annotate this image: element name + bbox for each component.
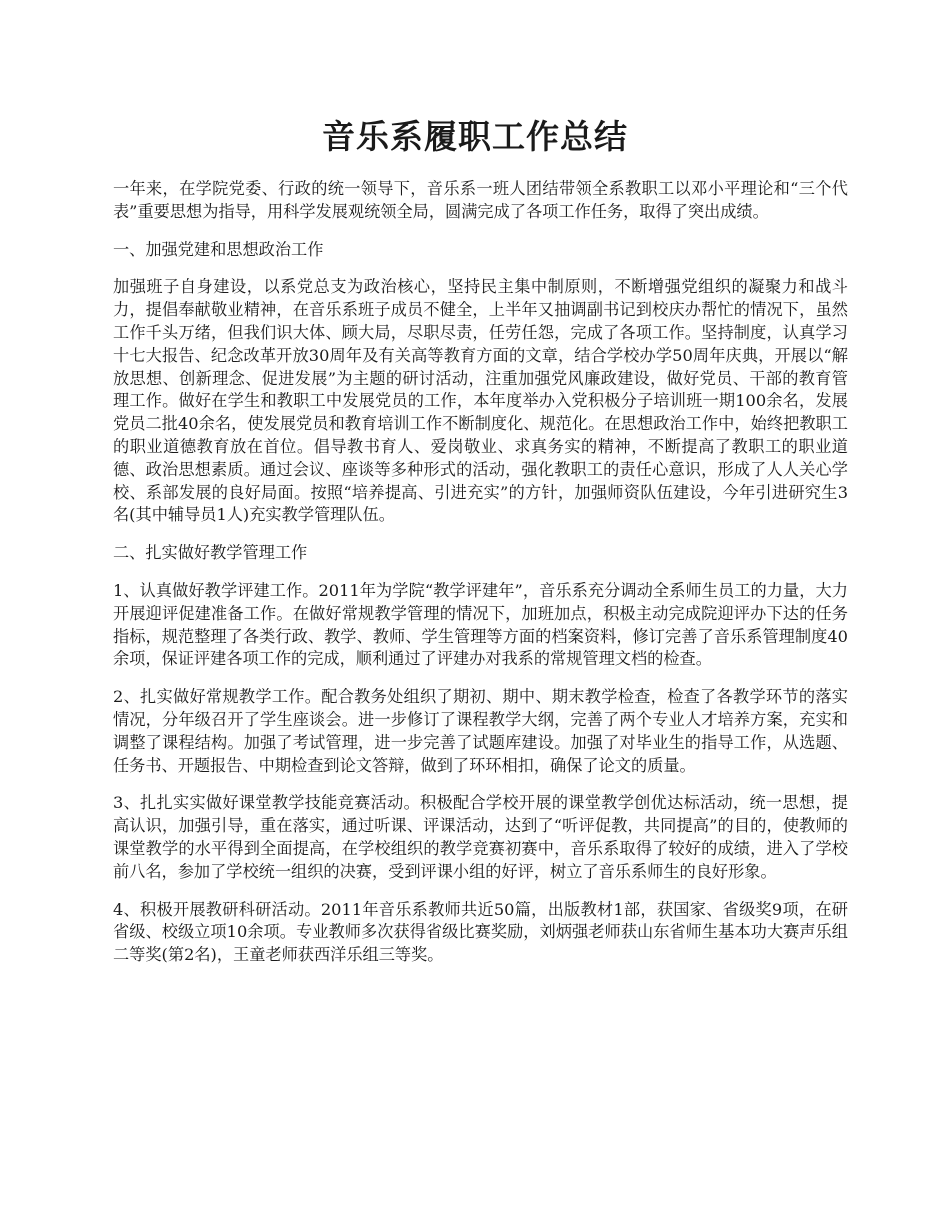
section-1-heading: 一、加强党建和思想政治工作	[113, 239, 324, 259]
intro-paragraph: 一年来，在学院党委、行政的统一领导下，音乐系一班人团结带领全系教职工以邓小平理论和“三个代表”重要思想为指导，用科学发展观统领全局，圆满完成了各项工作任务，取得了突出成绩。	[113, 179, 848, 221]
section-2-item-4: 4、积极开展教研科研活动。2011年音乐系教师共近50篇，出版教材1部，获国家、省级奖9项，在研省级、校级立项10余项。专业教师多次获得省级比赛奖励，刘炳强老师获山东省师生基本功大赛声乐组二等奖(第2名)，王童老师获西洋乐组三等奖。	[113, 899, 848, 965]
document-body	[113, 178, 848, 982]
section-2-item-2: 2、扎实做好常规教学工作。配合教务处组织了期初、期中、期末教学检查，检查了各教学环节的落实情况，分年级召开了学生座谈会。进一步修订了课程教学大纲，完善了两个专业人才培养方案，充实和调整了课程结构。加强了考试管理，进一步完善了试题库建设。加强了对毕业生的指导工作，从选题、任务书、开题报告、中期检查到论文答辩，做到了环环相扣，确保了论文的质量。	[113, 687, 848, 775]
section-2-item-1: 1、认真做好教学评建工作。2011年为学院“教学评建年”，音乐系充分调动全系师生员工的力量，大力开展迎评促建准备工作。在做好常规教学管理的情况下，加班加点，积极主动完成院迎评办下达的任务指标，规范整理了各类行政、教学、教师、学生管理等方面的档案资料，修订完善了音乐系管理制度40余项，保证评建各项工作的完成，顺利通过了评建办对我系的常规管理文档的检查。	[113, 580, 848, 669]
document-title: 音乐系履职工作总结	[322, 117, 628, 156]
section-1-paragraph: 加强班子自身建设，以系党总支为政治核心，坚持民主集中制原则，不断增强党组织的凝聚力和战斗力，提倡奉献敬业精神，在音乐系班子成员不健全，上半年又抽调副书记到校庆办帮忙的情况下，虽然工作千头万绪，但我们识大体、顾大局，尽职尽责，任劳任怨，完成了各项工作。坚持制度，认真学习十七大报告、纪念改革开放30周年及有关高等教育方面的文章，结合学校办学50周年庆典，开展以“解放思想、创新理念、促进发展”为主题的研讨活动，注重加强党风廉政建设，做好党员、干部的教育管理工作。做好在学生和教职工中发展党员的工作，本年度举办入党积极分子培训班一期100余名，发展党员二批40余名，使发展党员和教育培训工作不断制度化、规范化。在思想政治工作中，始终把教职工的职业道德教育放在首位。倡导教书育人、爱岗敬业、求真务实的精神，不断提高了教职工的职业道德、政治思想素质。通过会议、座谈等多种形式的活动，强化教职工的责任心意识，形成了人人关心学校、系部发展的良好局面。按照“培养提高、引进充实”的方针，加强师资队伍建设，今年引进研究生3名(其中辅导员1人)充实教学管理队伍。	[113, 277, 848, 525]
section-2-item-3: 3、扎扎实实做好课堂教学技能竞赛活动。积极配合学校开展的课堂教学创优达标活动，统一思想，提高认识，加强引导，重在落实，通过听课、评课活动，达到了“听评促教，共同提高”的目的，使教师的课堂教学的水平得到全面提高，在学校组织的教学竞赛初赛中，音乐系取得了较好的成绩，进入了学校前八名，参加了学校统一组织的决赛，受到评课小组的好评，树立了音乐系师生的良好形象。	[113, 793, 848, 881]
section-2-heading: 二、扎实做好教学管理工作	[113, 543, 308, 563]
